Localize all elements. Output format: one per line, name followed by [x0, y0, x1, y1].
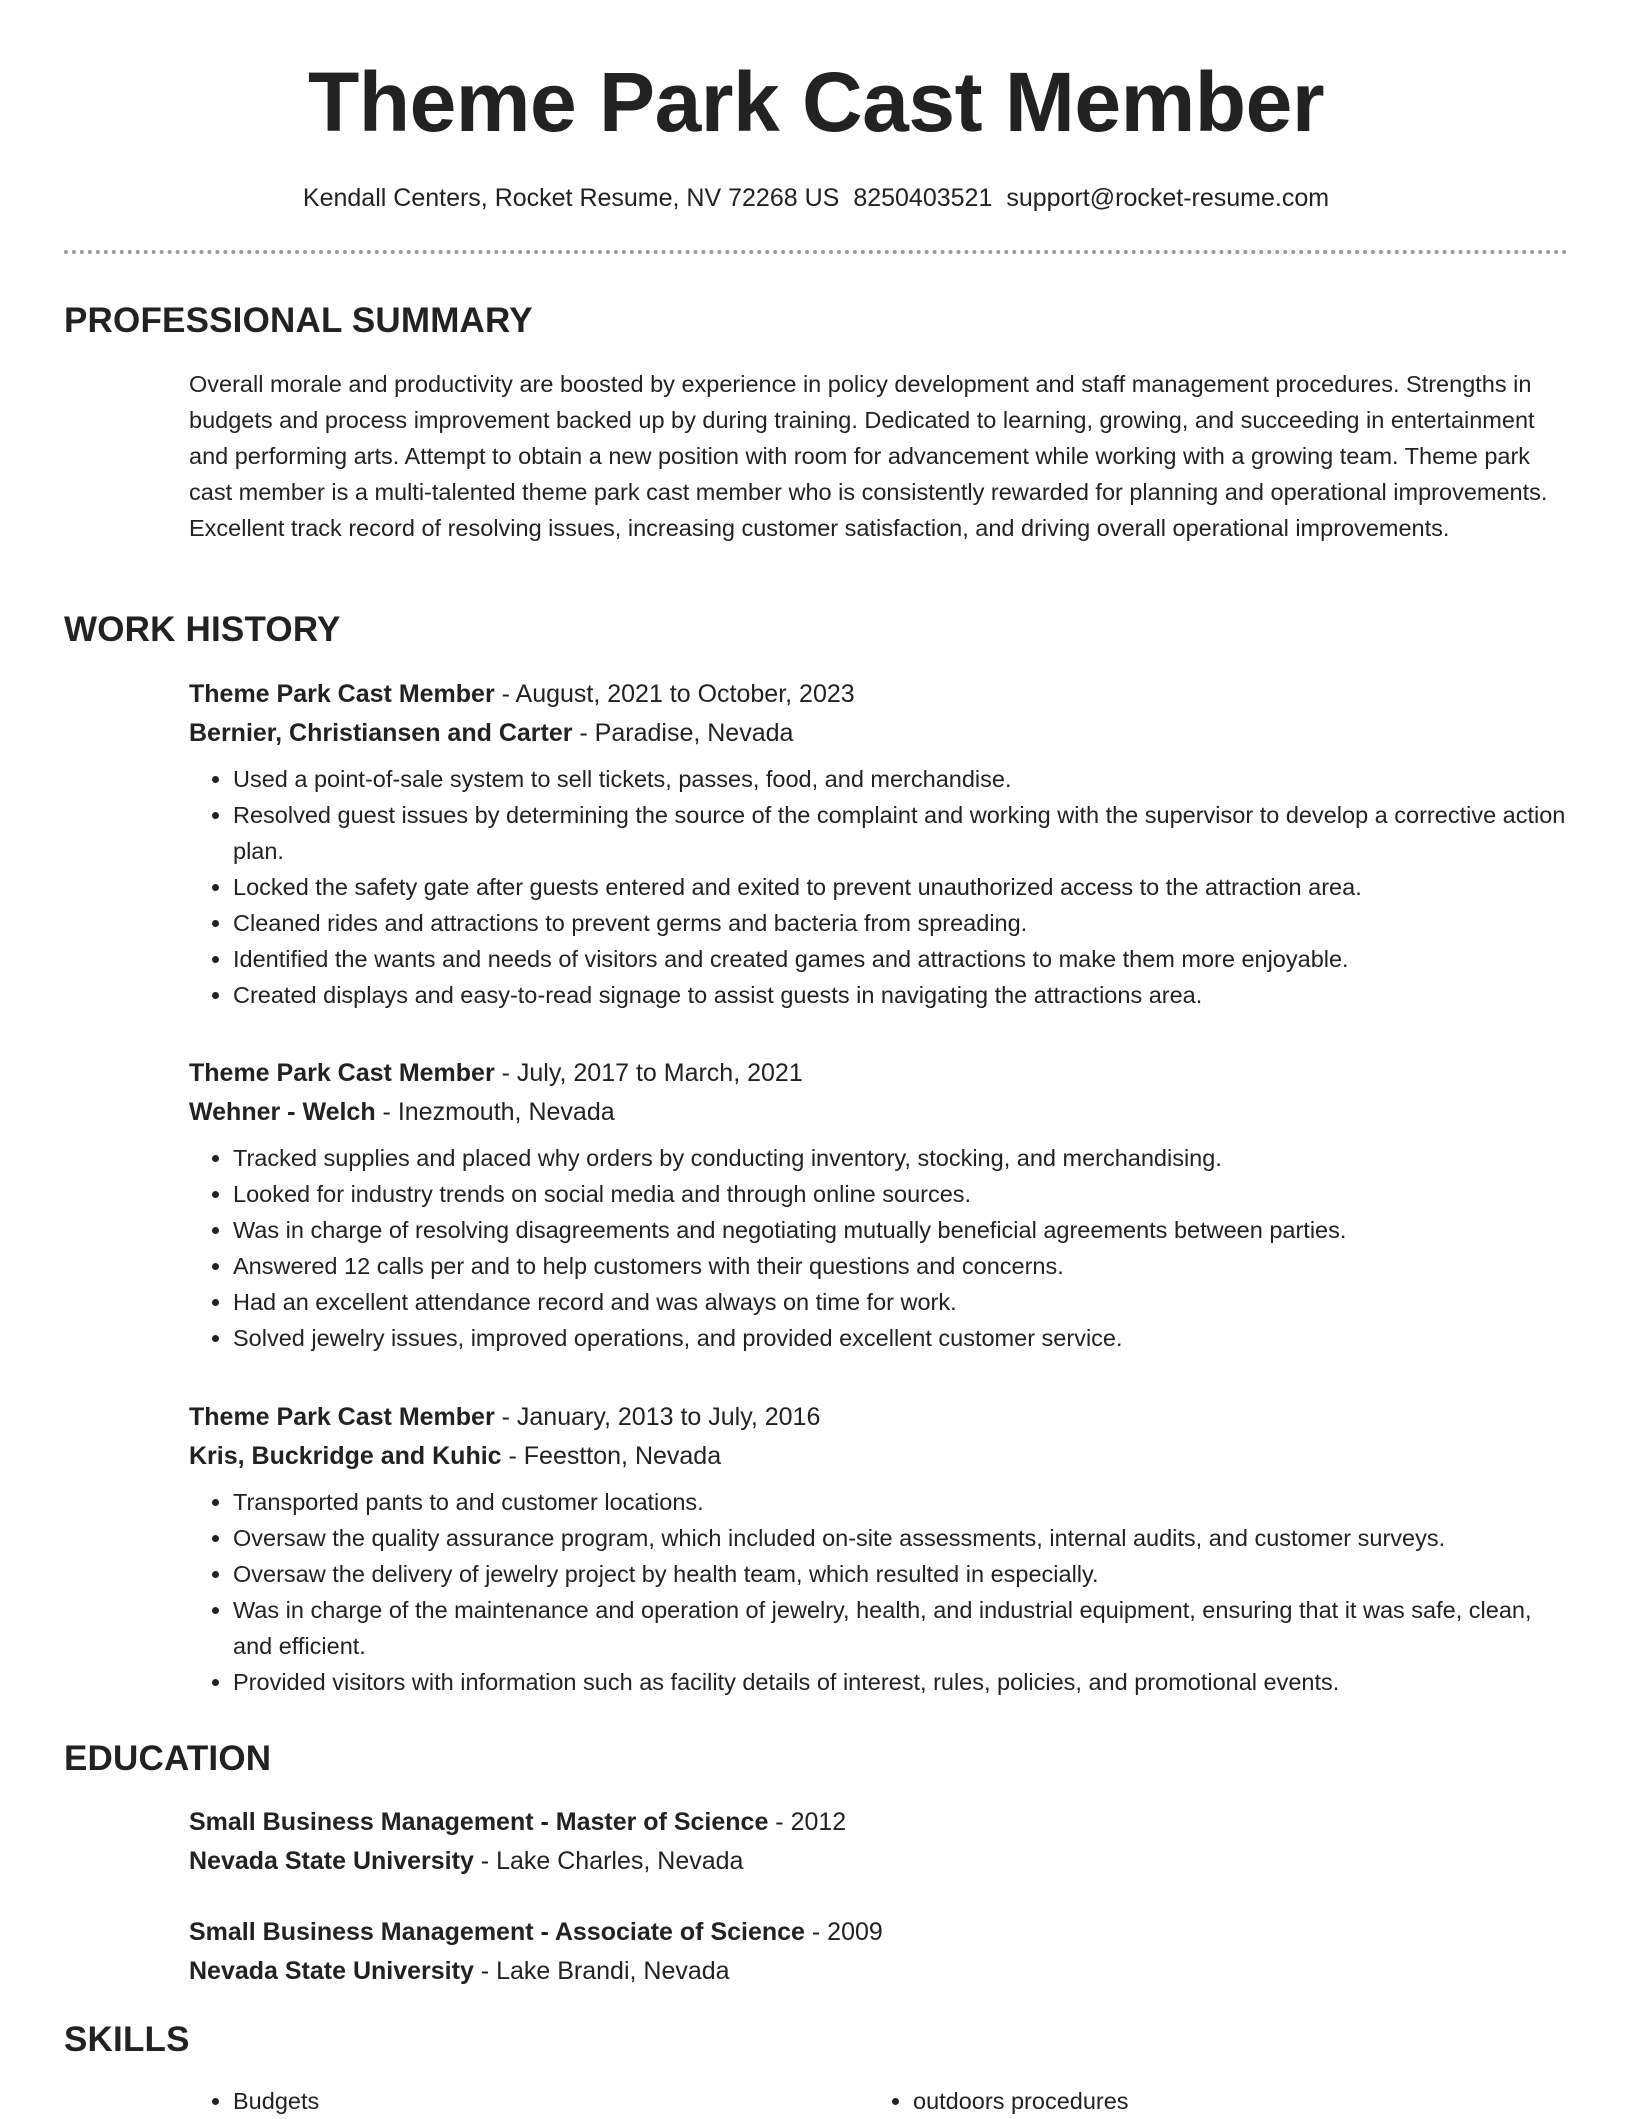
skills-column-right: [869, 2083, 1549, 2119]
school-line: [189, 1952, 1569, 1991]
job-bullet: • Transported pants to and customer locations.: [233, 1484, 1569, 1520]
job-title-line: [189, 1054, 1569, 1093]
job-bullet: • Created displays and easy-to-read signage to assist guests in navigating the attractions area.: [233, 977, 1569, 1013]
contact-line: [0, 180, 1632, 216]
job-bullet: • Was in charge of the maintenance and operation of jewelry, health, and industrial equipment, ensuring that it was safe, clean, and efficient.: [233, 1592, 1569, 1664]
job-bullet: • Was in charge of resolving disagreements and negotiating mutually beneficial agreements between parties.: [233, 1212, 1569, 1248]
job-location: - Inezmouth, Nevada: [375, 1098, 615, 1126]
job-bullet: • Used a point-of-sale system to sell tickets, passes, food, and merchandise.: [233, 761, 1569, 797]
job-dates: - January, 2013 to July, 2016: [494, 1403, 821, 1431]
contact-email: support@rocket-resume.com: [1006, 184, 1330, 212]
summary-heading: PROFESSIONAL SUMMARY: [64, 301, 533, 340]
education-heading: EDUCATION: [64, 1739, 272, 1778]
degree-name: Small Business Management - Master of Science: [189, 1808, 769, 1836]
degree-name: Small Business Management - Associate of Science: [189, 1918, 805, 1946]
job-bullets: [189, 761, 1569, 1013]
job-bullet: • Locked the safety gate after guests entered and exited to prevent unauthorized access to the attraction area.: [233, 869, 1569, 905]
job-company: Wehner - Welch: [189, 1098, 376, 1126]
job-bullet: • Resolved guest issues by determining the source of the complaint and working with the supervisor to develop a corrective action plan.: [233, 797, 1569, 869]
work-history-heading: WORK HISTORY: [64, 610, 341, 649]
job-title-line: [189, 1398, 1569, 1437]
job-bullets: [189, 1484, 1569, 1700]
job-bullet: • Oversaw the quality assurance program, which included on-site assessments, internal audits, and customer surveys.: [233, 1520, 1569, 1556]
job-company-line: [189, 1093, 1569, 1132]
job-bullet: • Looked for industry trends on social media and through online sources.: [233, 1176, 1569, 1212]
job-company: Bernier, Christiansen and Carter: [189, 719, 573, 747]
job-company-line: [189, 714, 1569, 753]
job-bullet: • Provided visitors with information such as facility details of interest, rules, policies, and promotional events.: [233, 1664, 1569, 1700]
job-bullet: • Had an excellent attendance record and was always on time for work.: [233, 1284, 1569, 1320]
degree-line: [189, 1913, 1569, 1952]
degree-line: [189, 1803, 1569, 1842]
job-title-line: [189, 675, 1569, 714]
job-bullet: • Tracked supplies and placed why orders by conducting inventory, stocking, and merchandising.: [233, 1140, 1569, 1176]
job-location: - Paradise, Nevada: [572, 719, 794, 747]
degree-year: - 2012: [768, 1808, 847, 1836]
contact-phone: 8250403521: [853, 184, 993, 212]
summary-text: Overall morale and productivity are boosted by experience in policy development and staff management procedures. Strengths in budgets and process improvement backed up by during training. Dedicated to learning, growing, and succeeding in entertainment and performing arts. Attempt to obtain a new position with room for advancement while working with a growing team. Theme park cast member is a multi-talented theme park cast member who is consistently rewarded for planning and operational improvements. Excellent track record of resolving issues, increasing customer satisfaction, and driving overall operational improvements.: [189, 371, 1548, 541]
skills-column-left: [189, 2083, 869, 2119]
job-bullets: [189, 1140, 1569, 1356]
school-name: Nevada State University: [189, 1957, 474, 1985]
resume-name: Theme Park Cast Member: [307, 55, 1325, 149]
job-role: Theme Park Cast Member: [189, 1059, 495, 1087]
contact-address: Kendall Centers, Rocket Resume, NV 72268 US: [302, 184, 840, 212]
job-location: - Feestton, Nevada: [501, 1442, 722, 1470]
school-location: - Lake Charles, Nevada: [473, 1847, 744, 1875]
education-entry: [189, 1803, 1569, 1881]
skill-item: • outdoors procedures: [913, 2083, 1549, 2119]
school-location: - Lake Brandi, Nevada: [473, 1957, 730, 1985]
education-entry: [189, 1913, 1569, 1991]
skills-list: [189, 2083, 1569, 2119]
job-bullet: • Identified the wants and needs of visitors and created games and attractions to make them more enjoyable.: [233, 941, 1569, 977]
skills-heading: SKILLS: [64, 2020, 190, 2059]
job-bullet: • Solved jewelry issues, improved operations, and provided excellent customer service.: [233, 1320, 1569, 1356]
degree-year: - 2009: [804, 1918, 883, 1946]
school-line: [189, 1842, 1569, 1881]
job-company-line: [189, 1437, 1569, 1476]
job-role: Theme Park Cast Member: [189, 680, 495, 708]
school-name: Nevada State University: [189, 1847, 474, 1875]
job-bullet: • Cleaned rides and attractions to prevent germs and bacteria from spreading.: [233, 905, 1569, 941]
job-dates: - August, 2021 to October, 2023: [494, 680, 855, 708]
job-bullet: • Answered 12 calls per and to help customers with their questions and concerns.: [233, 1248, 1569, 1284]
skill-item: • Budgets: [233, 2083, 869, 2119]
job-role: Theme Park Cast Member: [189, 1403, 495, 1431]
job-entry: [189, 1398, 1569, 1700]
job-dates: - July, 2017 to March, 2021: [494, 1059, 803, 1087]
header-divider: [64, 250, 1568, 254]
job-entry: [189, 1054, 1569, 1356]
job-bullet: • Oversaw the delivery of jewelry project by health team, which resulted in especially.: [233, 1556, 1569, 1592]
job-entry: [189, 675, 1569, 1013]
job-company: Kris, Buckridge and Kuhic: [189, 1442, 502, 1470]
